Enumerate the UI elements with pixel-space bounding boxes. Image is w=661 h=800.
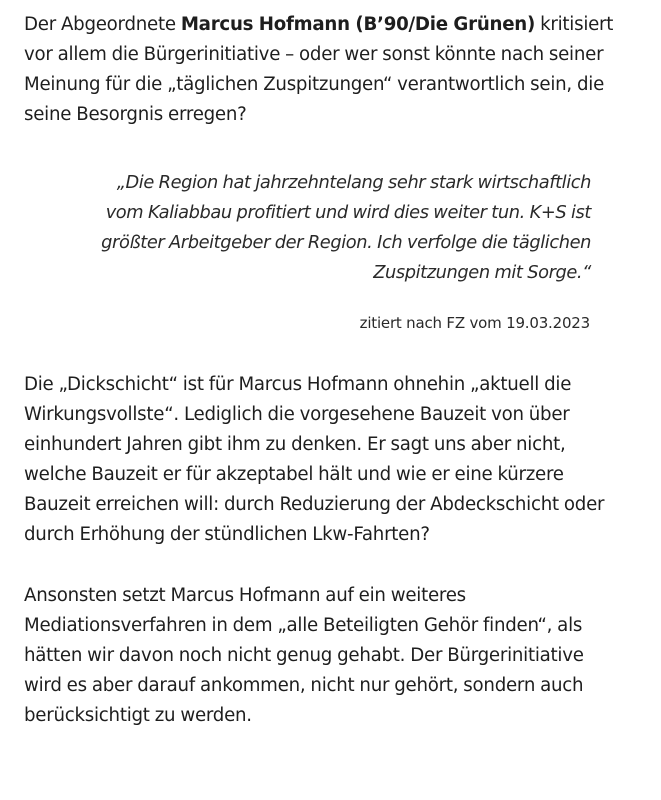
intro-line-1-suffix: kritisiert <box>535 14 614 35</box>
intro-line-4: seine Besorgnis erregen? <box>24 104 247 125</box>
quote-line-1: „Die Region hat jahrzehntelang sehr stark wirtschaftlich <box>116 172 591 193</box>
intro-line-2: vor allem die Bürgerinitiative – oder wer sonst könnte nach seiner <box>24 44 604 65</box>
mediation-line-3: hätten wir davon noch nicht genug gehabt. Der Bürgerinitiative <box>24 645 584 666</box>
dickschicht-line-1: Die „Dickschicht“ ist für Marcus Hofmann ohnehin „aktuell die <box>24 374 572 395</box>
mediation-paragraph <box>24 581 641 731</box>
quote-citation: zitiert nach FZ vom 19.03.2023 <box>359 314 590 332</box>
dickschicht-line-6: durch Erhöhung der stündlichen Lkw-Fahrten? <box>24 524 430 545</box>
intro-line-3: Meinung für die „täglichen Zuspitzungen“ verantwortlich sein, die <box>24 74 605 95</box>
intro-paragraph <box>24 0 641 130</box>
quote-block <box>84 168 591 288</box>
dickschicht-paragraph <box>24 370 641 550</box>
mediation-line-5: berücksichtigt zu werden. <box>24 705 252 726</box>
quote-line-3: größter Arbeitgeber der Region. Ich verfolge die täglichen <box>101 232 591 253</box>
dickschicht-line-3: einhundert Jahren gibt ihm zu denken. Er sagt uns aber nicht, <box>24 434 566 455</box>
mediation-line-4: wird es aber darauf ankommen, nicht nur gehört, sondern auch <box>24 675 584 696</box>
quote-line-2: vom Kaliabbau profitiert und wird dies weiter tun. K+S ist <box>105 202 591 223</box>
politician-name: Marcus Hofmann (B’90/Die Grünen) <box>180 14 536 35</box>
dickschicht-line-2: Wirkungsvollste“. Lediglich die vorgesehene Bauzeit von über <box>24 404 570 425</box>
mediation-line-1: Ansonsten setzt Marcus Hofmann auf ein weiteres <box>24 585 466 606</box>
mediation-line-2: Mediationsverfahren in dem „alle Beteiligten Gehör finden“, als <box>24 615 583 636</box>
quote-line-4: Zuspitzungen mit Sorge.“ <box>373 262 591 283</box>
dickschicht-line-5: Bauzeit erreichen will: durch Reduzierung der Abdeckschicht oder <box>24 494 605 515</box>
dickschicht-line-4: welche Bauzeit er für akzeptabel hält und wie er eine kürzere <box>24 464 564 485</box>
intro-line-1-prefix: Der Abgeordnete <box>24 14 181 35</box>
intro-line-1 <box>24 10 641 40</box>
